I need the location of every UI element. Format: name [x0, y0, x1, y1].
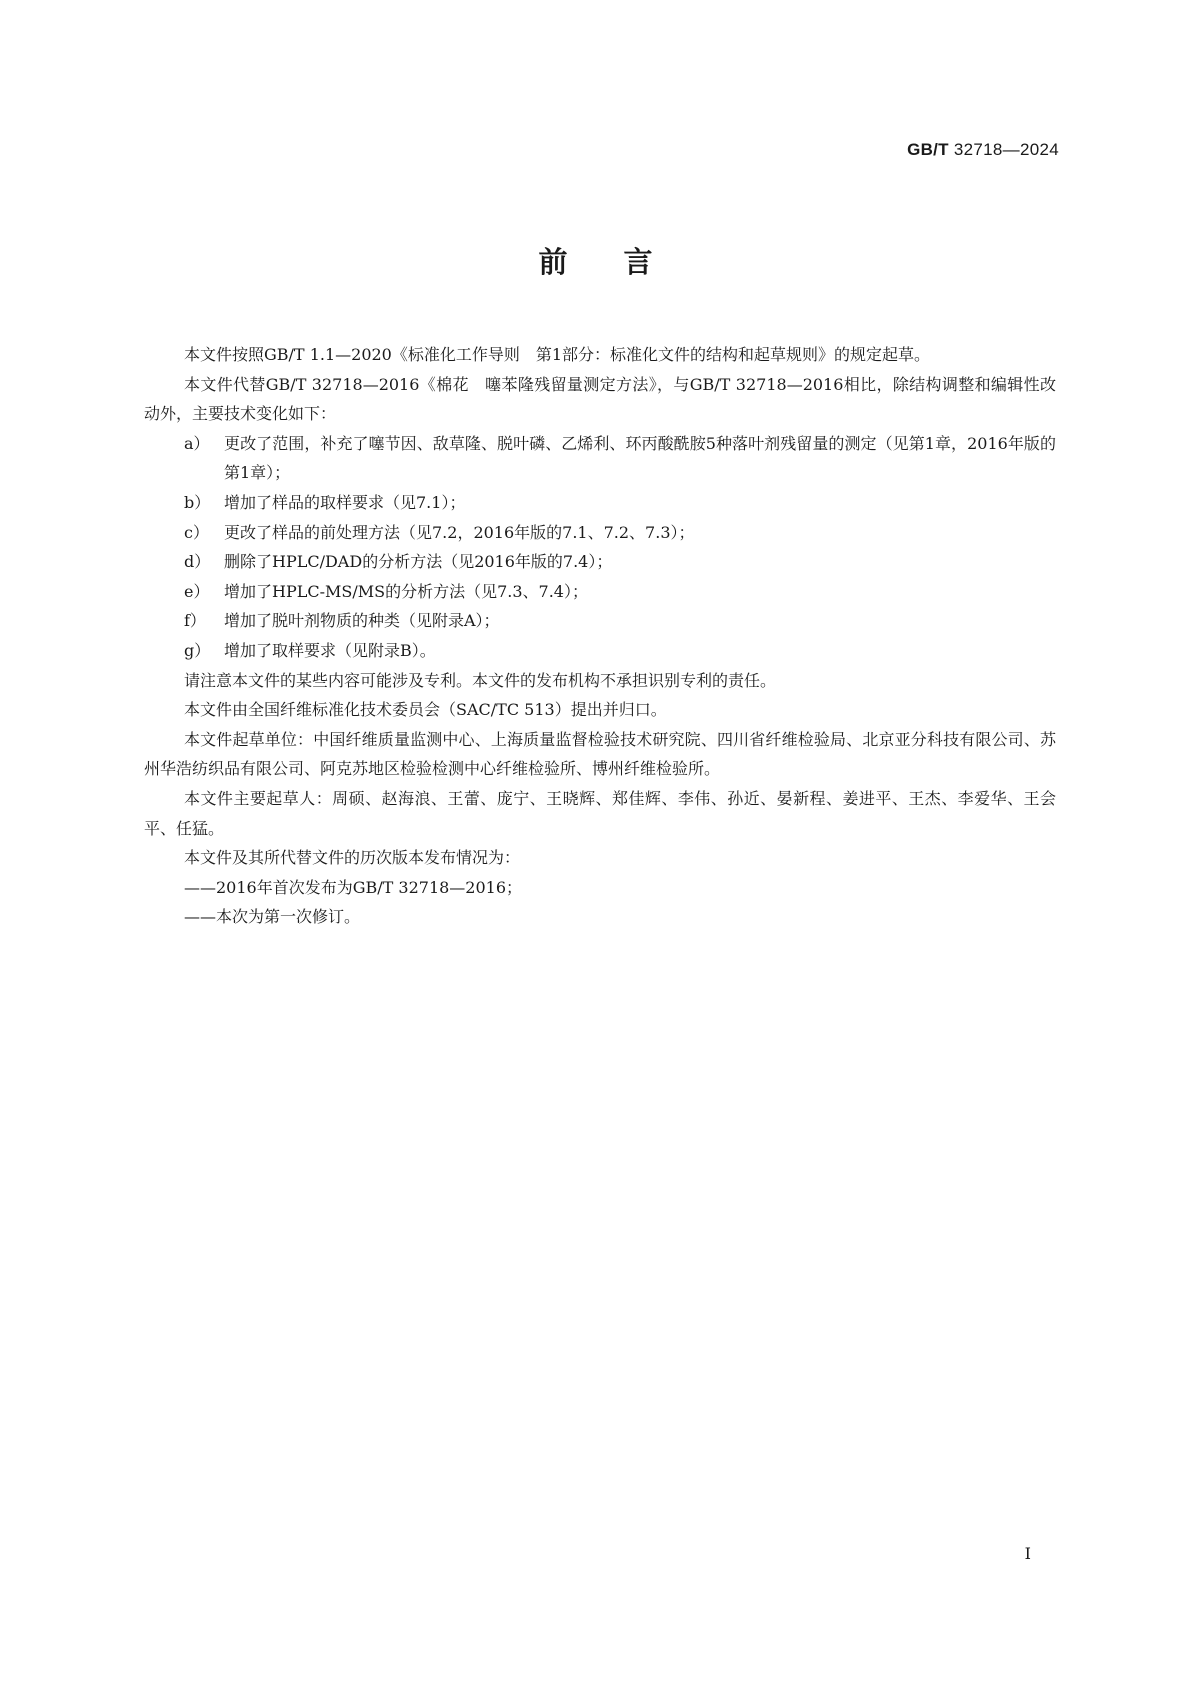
item-text: 增加了脱叶剂物质的种类（见附录A）；	[224, 611, 500, 631]
page-title: 前言	[538, 245, 709, 279]
standard-number: 32718—2024	[953, 140, 1059, 159]
standard-prefix: GB/T	[907, 140, 949, 159]
drafting-units-paragraph: 本文件起草单位：中国纤维质量监测中心、上海质量监督检验技术研究院、四川省纤维检验局、北京亚分科技有限公司、苏州华浩纺织品有限公司、阿克苏地区检验检测中心纤维检验所、博州纤维检验所。	[144, 729, 1056, 779]
change-item	[144, 488, 1056, 518]
page-number: I	[1024, 1544, 1031, 1563]
foreword-body	[144, 340, 1056, 932]
item-text: 更改了样品的前处理方法（见7.2，2016年版的7.1、7.2、7.3）；	[224, 522, 695, 542]
change-item	[144, 606, 1056, 636]
standard-number-header	[907, 140, 1059, 160]
item-text: 增加了样品的取样要求（见7.1）；	[224, 492, 466, 512]
item-mark: b）	[184, 492, 211, 512]
change-item	[144, 547, 1056, 577]
change-item	[144, 518, 1056, 548]
history-item: ——本次为第一次修订。	[184, 907, 361, 927]
item-mark: g）	[184, 640, 211, 660]
item-mark: c）	[184, 522, 209, 542]
item-mark: d）	[184, 552, 211, 572]
drafters-paragraph: 本文件主要起草人：周硕、赵海浪、王蕾、庞宁、王晓辉、郑佳辉、李伟、孙近、晏新程、姜进平、王杰、李爱华、王会平、任猛。	[144, 788, 1056, 838]
change-item	[144, 636, 1056, 666]
item-mark: e）	[184, 581, 210, 601]
change-item	[144, 429, 1056, 488]
item-text: 删除了HPLC/DAD的分析方法（见2016年版的7.4）；	[224, 552, 613, 572]
patent-notice-paragraph: 请注意本文件的某些内容可能涉及专利。本文件的发布机构不承担识别专利的责任。	[184, 670, 777, 690]
proposer-paragraph: 本文件由全国纤维标准化技术委员会（SAC/TC 513）提出并归口。	[184, 700, 667, 720]
item-text: 增加了HPLC-MS/MS的分析方法（见7.3、7.4）；	[224, 581, 588, 601]
item-text: 更改了范围，补充了噻节因、敌草隆、脱叶磷、乙烯利、环丙酸酰胺5种落叶剂残留量的测定（见第1章，2016年版的第1章）；	[224, 433, 1056, 483]
history-intro-paragraph: 本文件及其所代替文件的历次版本发布情况为：	[184, 848, 521, 868]
replacement-paragraph: 本文件代替GB/T 32718—2016《棉花 噻苯隆残留量测定方法》，与GB/T 32718—2016相比，除结构调整和编辑性改动外，主要技术变化如下：	[144, 374, 1056, 424]
drafting-basis-paragraph: 本文件按照GB/T 1.1—2020《标准化工作导则 第1部分：标准化文件的结构和起草规则》的规定起草。	[184, 345, 931, 364]
item-text: 增加了取样要求（见附录B）。	[224, 640, 436, 660]
item-mark: a）	[184, 433, 210, 453]
history-item: ——2016年首次发布为GB/T 32718—2016；	[184, 877, 523, 897]
item-mark: f）	[184, 611, 206, 631]
change-item	[144, 577, 1056, 607]
